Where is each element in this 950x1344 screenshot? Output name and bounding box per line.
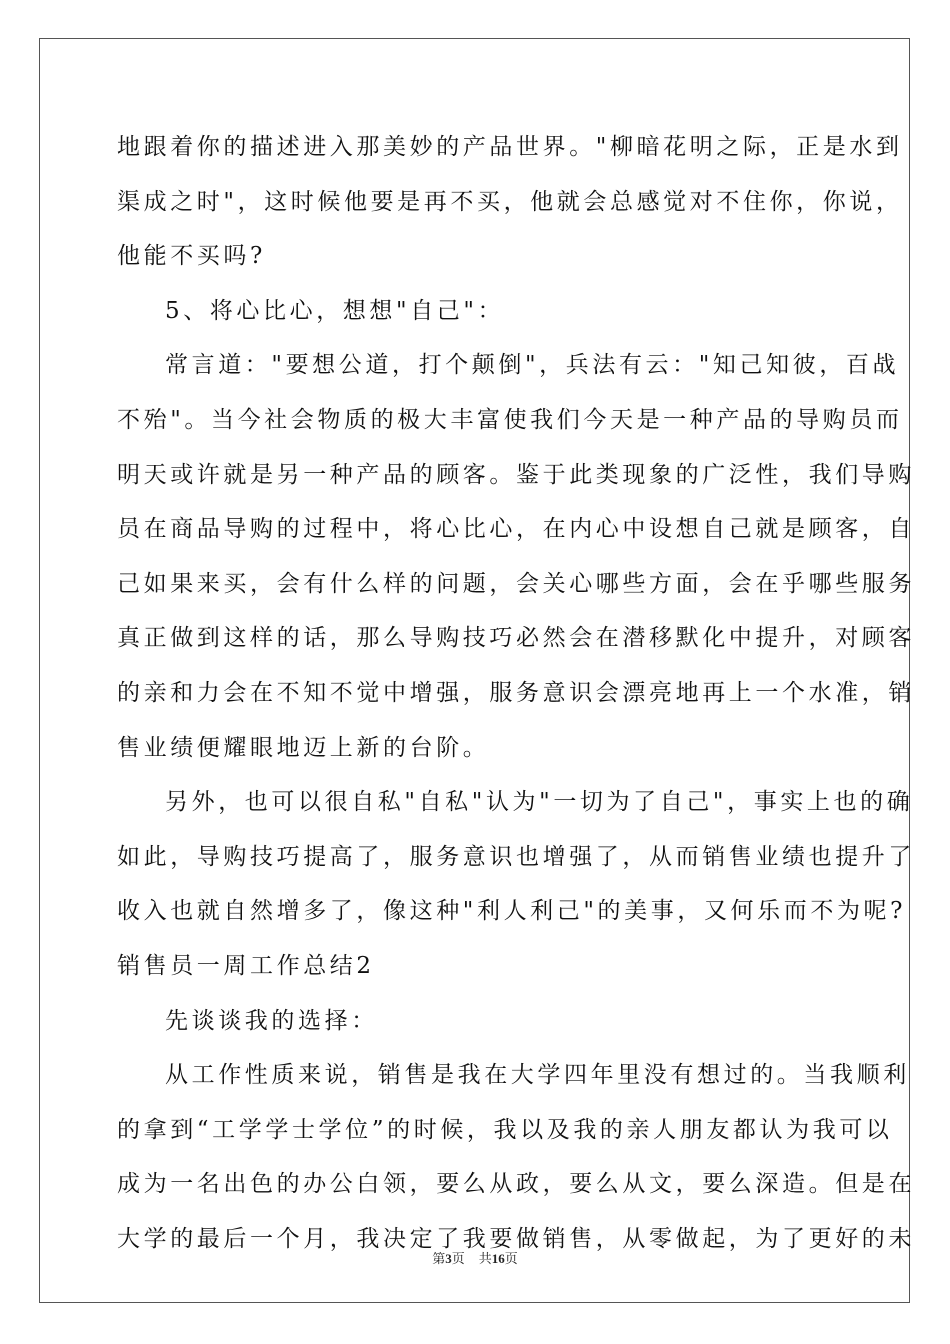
text-line: 从工作性质来说，销售是我在大学四年里没有想过的。当我顺利	[165, 1062, 910, 1089]
section-heading: 销售员一周工作总结2	[117, 952, 375, 979]
text-line: 他能不买吗?	[117, 243, 266, 270]
text-line: 另外，也可以很自私"自私"认为"一切为了自己"，事实上也的确	[165, 789, 914, 816]
text-line: 员在商品导购的过程中，将心比心，在内心中设想自己就是顾客，自	[117, 516, 915, 543]
text-line: 的亲和力会在不知不觉中增强，服务意识会漂亮地再上一个水准，销	[117, 679, 915, 706]
text-line: 的拿到“工学学士学位”的时候，我以及我的亲人朋友都认为我可以	[117, 1116, 893, 1143]
document-body	[117, 127, 915, 1273]
text-line: 收入也就自然增多了，像这种"利人利己"的美事，又何乐而不为呢?	[117, 898, 907, 925]
text-line: 己如果来买，会有什么样的问题，会关心哪些方面，会在乎哪些服务	[117, 570, 915, 597]
total-prefix: 共	[478, 1251, 492, 1266]
text-line: 常言道："要想公道，打个颠倒"，兵法有云："知己知彼，百战	[165, 352, 900, 379]
total-pages: 16	[491, 1251, 505, 1266]
text-line: 成为一名出色的办公白领，要么从政，要么从文，要么深造。但是在	[117, 1171, 915, 1198]
text-line: 先谈谈我的选择：	[165, 1007, 378, 1034]
text-line: 明天或许就是另一种产品的顾客。鉴于此类现象的广泛性，我们导购	[117, 461, 915, 488]
page-footer	[0, 1248, 950, 1267]
text-line: 不殆"。当今社会物质的极大丰富使我们今天是一种产品的导购员而	[117, 406, 903, 433]
text-line: 地跟着你的描述进入那美妙的产品世界。"柳暗花明之际，正是水到	[117, 134, 903, 160]
total-suffix: 页	[504, 1251, 518, 1266]
text-line: 售业绩便耀眼地迈上新的台阶。	[117, 734, 490, 761]
text-line: 5、将心比心，想想"自己"：	[165, 297, 505, 324]
page-number: 3	[445, 1251, 452, 1266]
text-line: 真正做到这样的话，那么导购技巧必然会在潜移默化中提升，对顾客	[117, 625, 915, 652]
page-prefix: 第	[432, 1251, 446, 1266]
text-line: 渠成之时"，这时候他要是再不买，他就会总感觉对不住你，你说，	[117, 188, 903, 215]
text-line: 如此，导购技巧提高了，服务意识也增强了，从而销售业绩也提升了	[117, 843, 915, 870]
text-line: 大学的最后一个月，我决定了我要做销售，从零做起，为了更好的未	[117, 1225, 915, 1252]
page-suffix: 页	[451, 1251, 465, 1266]
